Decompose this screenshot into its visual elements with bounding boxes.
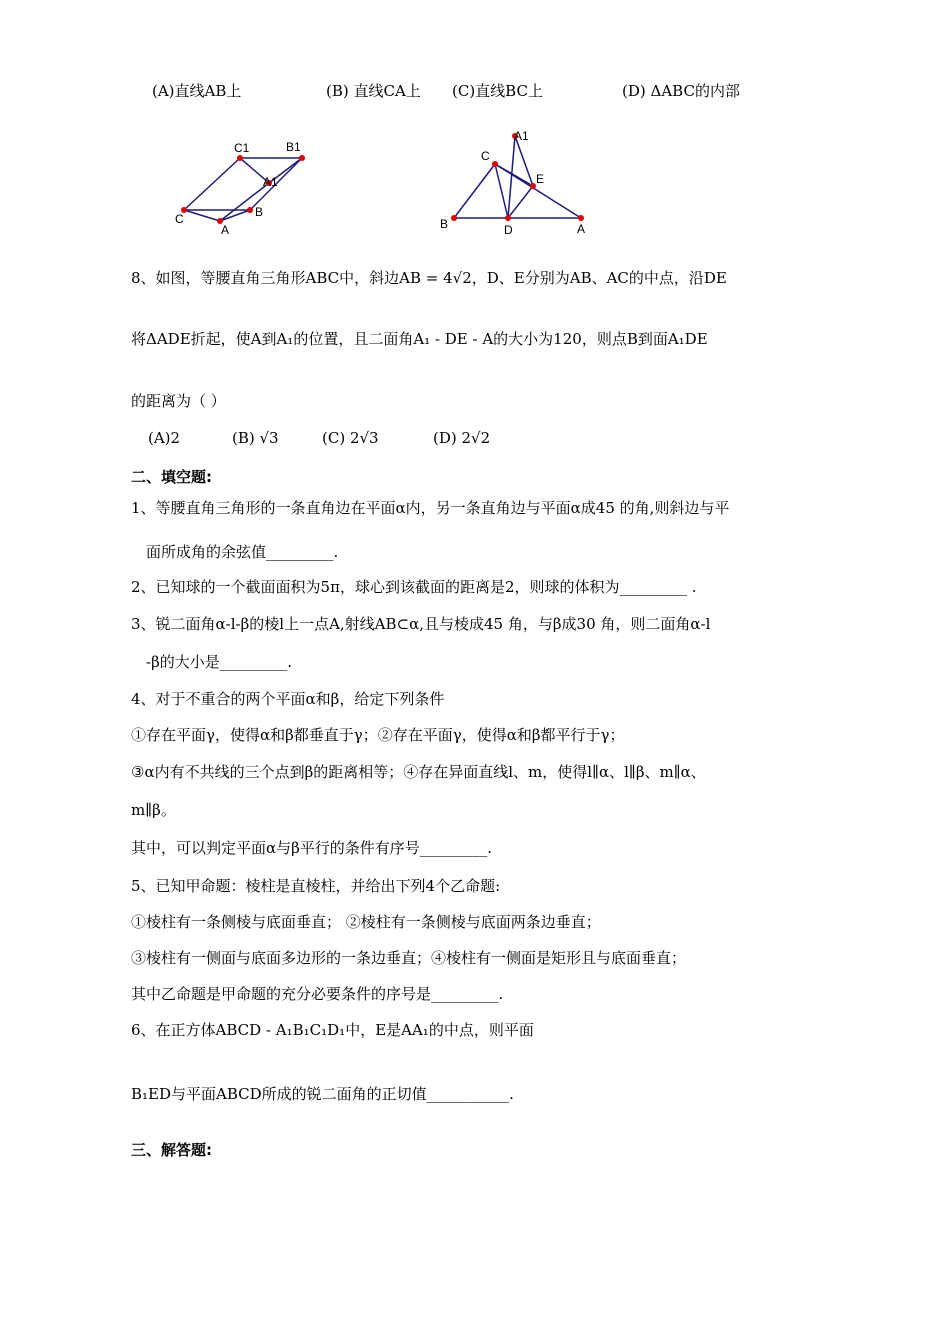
fill-q3-line-2: -β的大小是_________. xyxy=(146,653,293,671)
label-a1: A1 xyxy=(514,129,529,143)
label-a: A xyxy=(577,222,586,236)
fill-q3-line-1: 3、锐二面角α-l-β的棱l上一点A,射线AB⊂α,且与棱成45 角，与β成30 角，则二面角α-l xyxy=(131,615,711,633)
fill-q4-line-1: 4、对于不重合的两个平面α和β，给定下列条件 xyxy=(131,690,445,708)
fill-q5-line-4: 其中乙命题是甲命题的充分必要条件的序号是_________. xyxy=(131,985,504,1003)
label-a1: A1 xyxy=(263,175,278,189)
label-c: C xyxy=(481,149,490,163)
fill-q4-line-2: ①存在平面γ，使得α和β都垂直于γ；②存在平面γ，使得α和β都平行于γ； xyxy=(131,726,625,744)
fill-q6-line-2: B₁ED与平面ABCD所成的锐二面角的正切值___________. xyxy=(131,1085,514,1103)
label-c: C xyxy=(175,212,184,226)
prism-figure xyxy=(168,135,338,245)
fill-q2: 2、已知球的一个截面面积为5π，球心到该截面的距离是2，则球的体积为_________ . xyxy=(131,578,697,596)
label-e: E xyxy=(536,172,545,186)
q8-line-3: 的距离为（ ） xyxy=(131,392,226,410)
q8-line-1: 8、如图，等腰直角三角形ABC中，斜边AB = 4√2，D、E分别为AB、AC的中点，沿DE xyxy=(131,269,727,287)
label-d: D xyxy=(504,223,513,237)
fill-q1-line-2: 面所成角的余弦值_________. xyxy=(146,543,339,561)
section-3-title: 三、解答题: xyxy=(131,1141,212,1159)
fill-q4-line-5: 其中，可以判定平面α与β平行的条件有序号_________. xyxy=(131,839,493,857)
q8-option-b: (B) √3 xyxy=(232,429,279,447)
q7-option-d: (D) ΔABC的内部 xyxy=(622,82,740,100)
q8-option-a: (A)2 xyxy=(148,429,181,447)
q7-option-a: (A)直线AB上 xyxy=(152,82,242,100)
section-2-title: 二、填空题: xyxy=(131,468,212,486)
fill-q5-line-2: ①棱柱有一条侧棱与底面垂直； ②棱柱有一条侧棱与底面两条边垂直； xyxy=(131,913,601,931)
q8-line-2: 将ΔADE折起，使A到A₁的位置，且二面角A₁ - DE - A的大小为120，则点B到面A₁DE xyxy=(131,330,708,348)
label-a: A xyxy=(221,223,230,237)
triangle-figure xyxy=(436,127,606,242)
label-b: B xyxy=(440,217,449,231)
q8-option-c: (C) 2√3 xyxy=(322,429,379,447)
label-b1: B1 xyxy=(286,140,301,154)
label-b: B xyxy=(255,205,264,219)
q7-option-c: (C)直线BC上 xyxy=(452,82,543,100)
fill-q4-line-3: ③α内有不共线的三个点到β的距离相等；④存在异面直线l、m，使得l∥α、l∥β、m∥α、 xyxy=(131,763,706,781)
label-c1: C1 xyxy=(234,141,250,155)
fill-q5-line-1: 5、已知甲命题：棱柱是直棱柱，并给出下列4个乙命题: xyxy=(131,877,501,895)
fill-q6-line-1: 6、在正方体ABCD - A₁B₁C₁D₁中，E是AA₁的中点，则平面 xyxy=(131,1021,534,1039)
q7-option-b: (B) 直线CA上 xyxy=(326,82,421,100)
fill-q4-line-4: m∥β。 xyxy=(131,801,176,819)
fill-q5-line-3: ③棱柱有一侧面与底面多边形的一条边垂直；④棱柱有一侧面是矩形且与底面垂直； xyxy=(131,949,687,967)
fill-q1-line-1: 1、等腰直角三角形的一条直角边在平面α内，另一条直角边与平面α成45 的角,则斜边与平 xyxy=(131,499,730,517)
q8-option-d: (D) 2√2 xyxy=(433,429,491,447)
